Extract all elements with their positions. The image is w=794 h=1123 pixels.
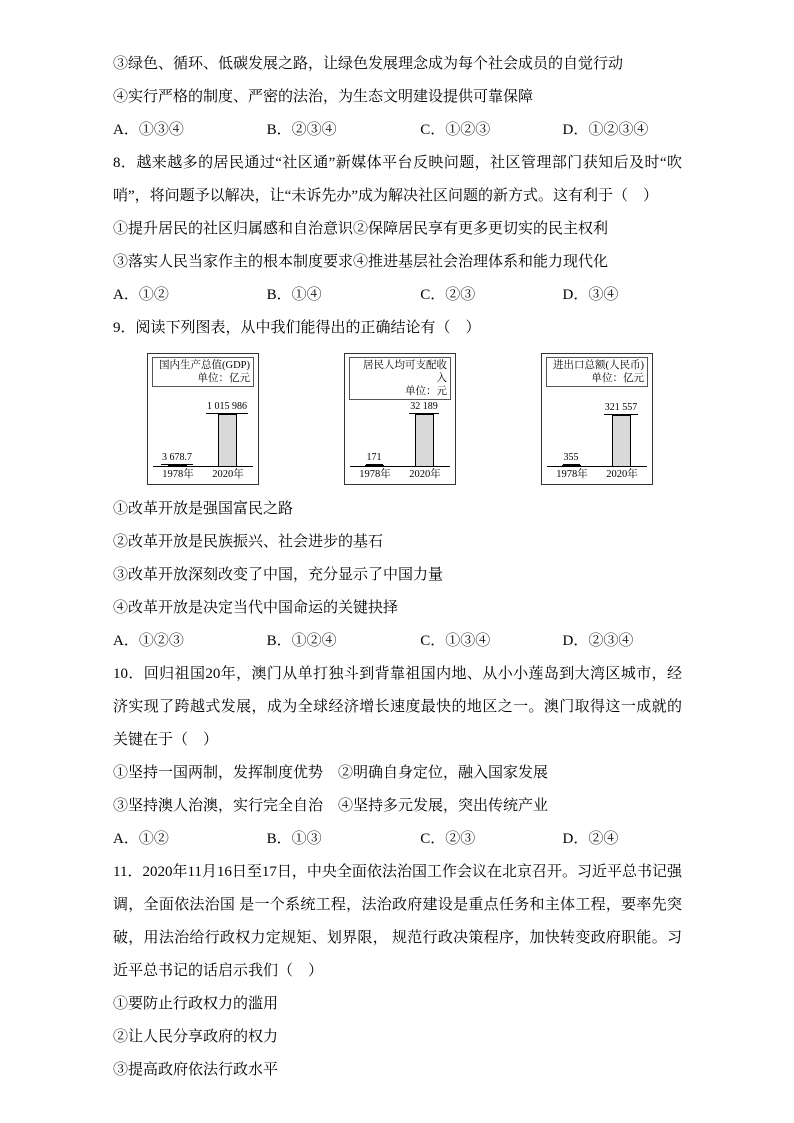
chart-income-title-box [349,357,451,400]
q8-choice-a: A．①② [113,287,169,303]
x-label-2020: 2020年 [409,469,441,480]
chart-gdp-value-1978: 3 678.7 [162,452,192,463]
chart-trade-value-2020: 321 557 [604,402,638,413]
question-9 [113,312,682,658]
q9-choice-a: A．①②③ [113,633,184,649]
q7-option-4: ④实行严格的制度、严密的法治，为生态文明建设提供可靠保障 [113,89,534,105]
chart-trade-value-1978: 355 [563,452,579,463]
q9-option-2: ②改革开放是民族振兴、社会进步的基石 [113,534,384,550]
chart-gdp [147,353,259,485]
q11-stem: 11．2020年11月16日至17日，中央全面依法治国工作会议在北京召开。习近平总书记强调，全面依法治国 是一个系统工程，法治政府建设是重点任务和主体工程，要率先突破，用法治给行政权力定规矩、划界限， 规范行政决策程序，加快转变政府职能。习近平总书记的话启示我们（ ） [113,864,682,979]
chart-income [344,353,456,485]
q9-option-1: ①改革开放是强国富民之路 [113,501,294,517]
q9-answer-choices [113,625,682,658]
bar-2020 [415,414,434,466]
q9-option-4: ④改革开放是决定当代中国命运的关键抉择 [113,600,399,616]
chart-trade-unit: 单位：亿元 [591,373,644,384]
chart-income-plot [350,402,450,467]
chart-gdp-value-2020: 1 015 986 [207,401,247,412]
chart-trade-x-labels [547,468,647,482]
chart-gdp-bar-1978 [153,452,201,466]
x-label-1978: 1978年 [556,469,588,480]
q11-option-1: ①要防止行政权力的滥用 [113,996,279,1012]
chart-gdp-title-box [152,357,254,387]
bar-1978 [365,465,384,466]
chart-trade-bar-1978 [547,452,595,466]
q9-choice-d: D．②③④ [562,633,634,649]
question-11 [113,856,682,1087]
q10-choice-a: A．①② [113,831,169,847]
q10-stem: 10．回归祖国20年，澳门从单打独斗到背靠祖国内地、从小小莲岛到大湾区城市，经济实现了跨越式发展，成为全球经济增长速度最快的地区之一。澳门取得这一成就的关键在于（ ） [113,666,682,748]
q8-choice-c: C．②③ [420,287,476,303]
q9-charts [147,353,682,485]
bar-2020 [612,415,631,466]
x-label-2020: 2020年 [606,469,638,480]
chart-income-title: 居民人均可支配收入 [363,360,447,384]
q8-options-34: ③落实人民当家作主的根本制度要求④推进基层社会治理体系和能力现代化 [113,254,609,270]
q7-choice-c: C．①②③ [420,122,491,138]
chart-trade-bar-2020 [597,402,645,466]
chart-income-value-1978: 171 [366,452,382,463]
q7-answer-choices [113,114,682,147]
chart-trade [541,353,653,485]
x-label-1978: 1978年 [162,469,194,480]
chart-income-unit: 单位：元 [405,386,447,397]
q10-options-12: ①坚持一国两制，发挥制度优势 ②明确自身定位，融入国家发展 [113,765,549,781]
q7-choice-b: B．②③④ [266,122,337,138]
question-8 [113,147,682,312]
q8-options-12: ①提升居民的社区归属感和自治意识②保障居民享有更多更切实的民主权利 [113,221,609,237]
q8-choice-d: D．③④ [562,287,619,303]
bar-2020 [218,414,237,466]
chart-gdp-bar-2020 [203,401,251,466]
chart-income-bar-1978 [350,452,398,466]
q7-option-3: ③绿色、循环、低碳发展之路，让绿色发展理念成为每个社会成员的自觉行动 [113,56,624,72]
q9-choice-b: B．①②④ [266,633,337,649]
q10-choice-d: D．②④ [562,831,619,847]
chart-gdp-unit: 单位：亿元 [197,373,250,384]
x-label-2020: 2020年 [212,469,244,480]
q10-options-34: ③坚持澳人治澳，实行完全自治 ④坚持多元发展，突出传统产业 [113,798,549,814]
q8-answer-choices [113,279,682,312]
q10-choice-c: C．②③ [420,831,476,847]
chart-income-value-2020: 32 189 [410,401,438,412]
q11-option-3: ③提高政府依法行政水平 [113,1062,279,1078]
chart-trade-plot [547,389,647,467]
q9-stem: 9．阅读下列图表，从中我们能得出的正确结论有（ ） [113,320,481,336]
bar-1978 [168,465,187,466]
question-10 [113,658,682,856]
bar-1978 [562,465,581,466]
x-label-1978: 1978年 [359,469,391,480]
chart-trade-title: 进出口总额(人民币) [553,360,644,371]
chart-income-x-labels [350,468,450,482]
q9-option-3: ③改革开放深刻改变了中国，充分显示了中国力量 [113,567,444,583]
q10-answer-choices [113,823,682,856]
q7-choice-d: D．①②③④ [562,122,649,138]
q8-stem: 8．越来越多的居民通过“社区通”新媒体平台反映问题，社区管理部门获知后及时“吹哨”，将问题予以解决，让“未诉先办”成为解决社区问题的新方式。这有利于（ ） [113,155,682,204]
question-7-partial [113,48,682,147]
chart-gdp-title: 国内生产总值(GDP) [159,360,250,371]
chart-gdp-x-labels [153,468,253,482]
q11-option-2: ②让人民分享政府的权力 [113,1029,279,1045]
chart-income-bar-2020 [400,401,448,466]
q9-choice-c: C．①③④ [420,633,491,649]
q7-choice-a: A．①③④ [113,122,184,138]
chart-gdp-plot [153,389,253,467]
q10-choice-b: B．①③ [266,831,322,847]
q8-choice-b: B．①④ [266,287,322,303]
chart-trade-title-box [546,357,648,387]
